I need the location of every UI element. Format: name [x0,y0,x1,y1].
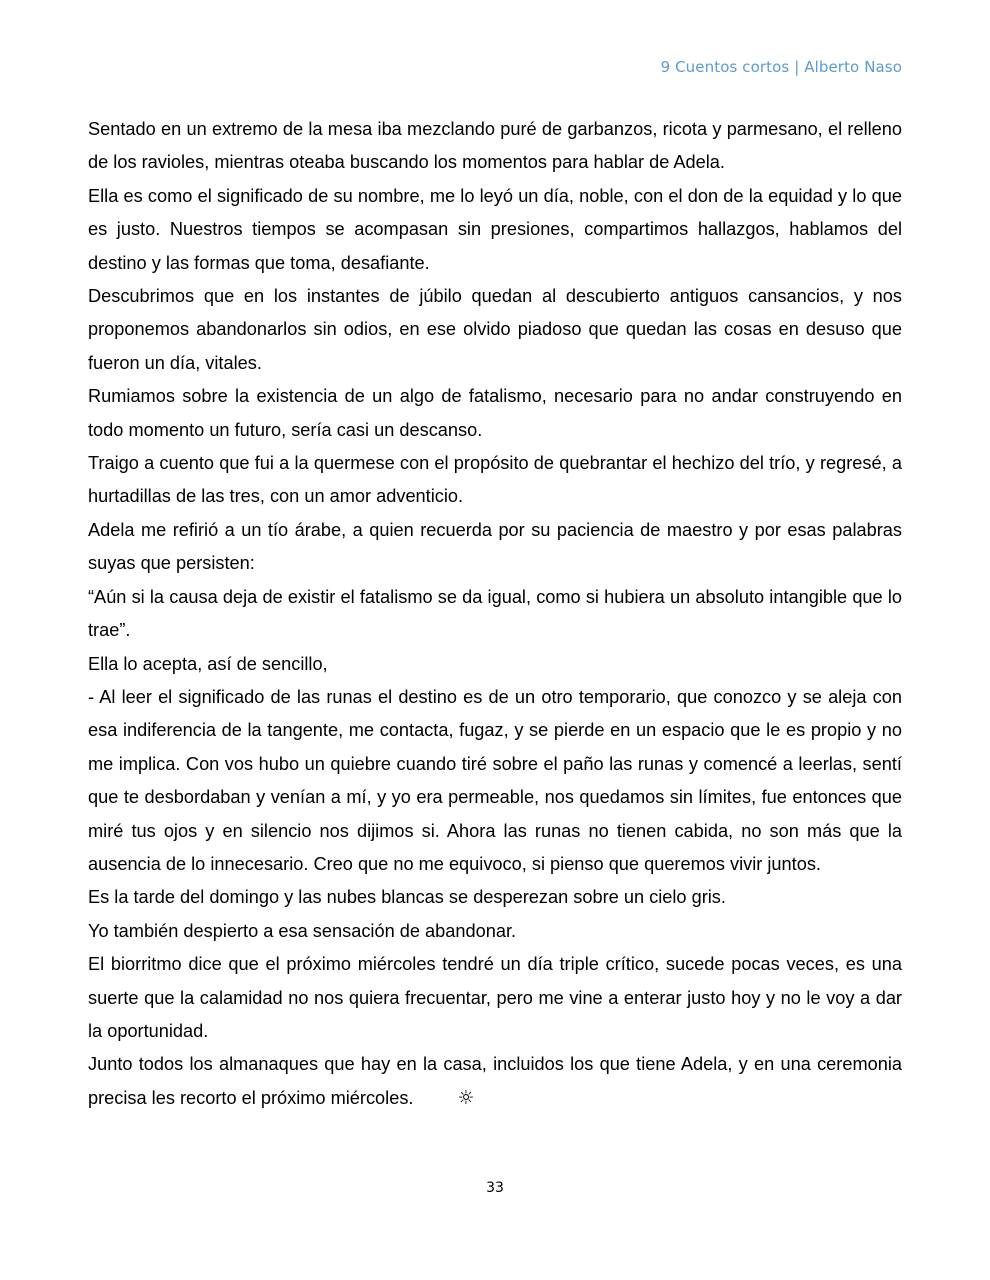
paragraph: Es la tarde del domingo y las nubes blancas se desperezan sobre un cielo gris. [88,887,726,908]
sun-icon: ☼ [457,1086,475,1109]
paragraph: Rumiamos sobre la existencia de un algo de fatalismo, necesario para no andar construyendo en todo momento un futuro, sería casi un descanso. [88,386,902,440]
quote-paragraph: “Aún si la causa deja de existir el fatalismo se da igual, como si hubiera un absoluto intangible que lo trae”. [88,586,902,641]
paragraph: Sentado en un extremo de la mesa iba mezclando puré de garbanzos, ricota y parmesano, el relleno de los ravioles, mientras oteaba buscando los momentos para hablar de Adela. [88,119,902,173]
paragraph: Adela me refirió a un tío árabe, a quien recuerda por su paciencia de maestro y por esas palabras suyas que persisten: [88,519,902,574]
page-number: 33 [486,1180,504,1196]
paragraph: Descubrimos que en los instantes de júbilo quedan al descubierto antiguos cansancios, y nos proponemos abandonarlos sin odios, en ese olvido piadoso que quedan las cosas en desuso que fueron un día, vitales. [88,286,902,373]
final-paragraph-text: Junto todos los almanaques que hay en la casa, incluidos los que tiene Adela, y en una ceremonia precisa les recorto el próximo miércoles. [88,1054,902,1108]
paragraph: Ella es como el significado de su nombre, me lo leyó un día, noble, con el don de la equidad y lo que es justo. Nuestros tiempos se acompasan sin presiones, compartimos hallazgos, hablamos del destino y las formas que toma, desafiante. [88,185,902,273]
running-header: 9 Cuentos cortos | Alberto Naso [660,58,902,76]
paragraph: Yo también despierto a esa sensación de abandonar. [88,920,517,941]
story-body [88,113,902,1115]
paragraph: Traigo a cuento que fui a la quermese con el propósito de quebrantar el hechizo del trío, y regresé, a hurtadillas de las tres, con un amor adventicio. [88,453,902,507]
dialogue-paragraph: - Al leer el significado de las runas el destino es de un otro temporario, que conozco y se aleja con esa indiferencia de la tangente, me contacta, fugaz, y se pierde en un espacio que le es propio y no me implica. Con vos hubo un quiebre cuando tiré sobre el paño las runas y comencé a leerlas, sentí que te desbordaban y venían a mí, y yo era permeable, nos quedamos sin límites, fue entonces que miré tus ojos y en silencio nos dijimos si. Ahora las runas no tienen cabida, no son más que la ausencia de lo innecesario. Creo que no me equivoco, si pienso que queremos vivir juntos. [88,686,902,874]
paragraph: El biorritmo dice que el próximo miércoles tendré un día triple crítico, sucede pocas veces, es una suerte que la calamidad no nos quiera frecuentar, pero me vine a enterar justo hoy y no le voy a dar la oportunidad. [88,954,902,1041]
paragraph: Ella lo acepta, así de sencillo, [88,653,328,674]
final-paragraph [88,1048,902,1115]
